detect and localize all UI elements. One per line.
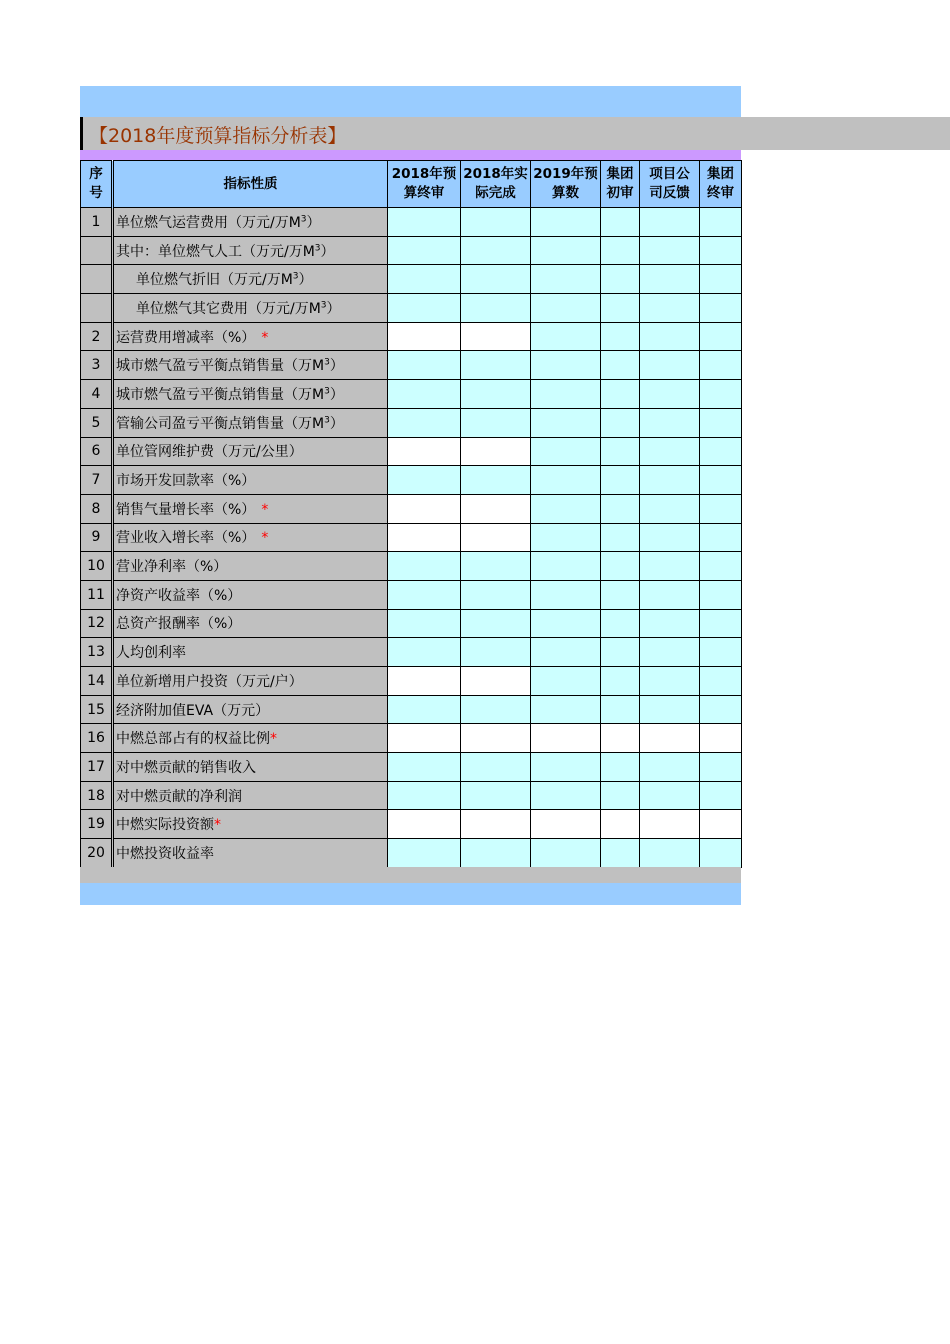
value-cell[interactable] <box>601 351 640 380</box>
value-cell[interactable] <box>531 437 601 466</box>
unit-close: ） <box>329 415 344 432</box>
bottom-band <box>80 867 741 905</box>
table-row <box>81 667 742 696</box>
row-seq: 3 <box>81 351 113 380</box>
value-cell[interactable] <box>700 494 742 523</box>
row-seq: 15 <box>81 695 113 724</box>
value-cell[interactable] <box>601 753 640 782</box>
value-cell[interactable] <box>640 523 700 552</box>
indicator-label: 总资产报酬率（%） <box>116 616 242 633</box>
value-cell[interactable] <box>531 638 601 667</box>
value-cell[interactable] <box>388 523 461 552</box>
value-cell[interactable] <box>531 781 601 810</box>
required-marker: * <box>261 329 269 346</box>
value-cell[interactable] <box>601 810 640 839</box>
row-seq <box>81 236 113 265</box>
value-cell[interactable] <box>700 753 742 782</box>
table-row <box>81 724 742 753</box>
indicator-label: 中燃投资收益率 <box>116 845 214 862</box>
value-cell[interactable] <box>601 322 640 351</box>
row-indicator-name <box>113 552 388 581</box>
value-cell[interactable] <box>700 552 742 581</box>
indicator-label: 单位燃气运营费用（万元/万M <box>116 214 301 231</box>
value-cell[interactable] <box>700 667 742 696</box>
value-cell[interactable] <box>461 667 531 696</box>
table-row <box>81 781 742 810</box>
row-indicator-name <box>113 724 388 753</box>
sheet-title: 【2018年度预算指标分析表】 <box>89 125 347 147</box>
unit-close: ） <box>320 243 335 260</box>
value-cell[interactable] <box>461 810 531 839</box>
value-cell[interactable] <box>601 695 640 724</box>
header-2018-budget-final: 2018年预 算终审 <box>388 161 461 208</box>
value-cell[interactable] <box>601 408 640 437</box>
value-cell[interactable] <box>640 580 700 609</box>
value-cell[interactable] <box>700 839 742 868</box>
value-cell[interactable] <box>531 294 601 323</box>
value-cell[interactable] <box>388 609 461 638</box>
value-cell[interactable] <box>640 380 700 409</box>
value-cell[interactable] <box>388 638 461 667</box>
value-cell[interactable] <box>640 322 700 351</box>
required-marker: * <box>214 817 221 834</box>
value-cell[interactable] <box>640 753 700 782</box>
table-row <box>81 208 742 237</box>
header-row <box>81 161 742 208</box>
value-cell[interactable] <box>531 667 601 696</box>
value-cell[interactable] <box>640 724 700 753</box>
value-cell[interactable] <box>388 552 461 581</box>
value-cell[interactable] <box>700 695 742 724</box>
value-cell[interactable] <box>601 466 640 495</box>
value-cell[interactable] <box>601 552 640 581</box>
value-cell[interactable] <box>388 466 461 495</box>
value-cell[interactable] <box>461 294 531 323</box>
unit-superscript: 3 <box>320 300 327 311</box>
indicator-label: 人均创利率 <box>116 645 186 662</box>
header-group-final-review: 集团 终审 <box>700 161 742 208</box>
row-seq: 4 <box>81 380 113 409</box>
value-cell[interactable] <box>388 781 461 810</box>
value-cell[interactable] <box>531 265 601 294</box>
value-cell[interactable] <box>531 494 601 523</box>
value-cell[interactable] <box>700 408 742 437</box>
indicator-label: 单位燃气折旧（万元/万M <box>136 272 293 289</box>
value-cell[interactable] <box>640 265 700 294</box>
value-cell[interactable] <box>601 437 640 466</box>
row-indicator-name <box>113 667 388 696</box>
value-cell[interactable] <box>640 810 700 839</box>
value-cell[interactable] <box>601 724 640 753</box>
row-seq: 7 <box>81 466 113 495</box>
row-seq: 9 <box>81 523 113 552</box>
value-cell[interactable] <box>601 380 640 409</box>
value-cell[interactable] <box>700 236 742 265</box>
row-indicator-name <box>113 609 388 638</box>
value-cell[interactable] <box>388 236 461 265</box>
table-row <box>81 609 742 638</box>
indicator-label: 管输公司盈亏平衡点销售量（万M <box>116 415 325 432</box>
value-cell[interactable] <box>461 523 531 552</box>
indicator-label: 城市燃气盈亏平衡点销售量（万M <box>116 358 325 375</box>
row-seq: 18 <box>81 781 113 810</box>
value-cell[interactable] <box>601 523 640 552</box>
row-seq: 10 <box>81 552 113 581</box>
value-cell[interactable] <box>461 552 531 581</box>
header-seq: 序 号 <box>81 161 113 208</box>
unit-superscript: 3 <box>300 214 307 225</box>
row-indicator-name <box>113 351 388 380</box>
row-indicator-name <box>113 580 388 609</box>
table-row <box>81 351 742 380</box>
indicator-label: 销售气量增长率（%） <box>116 501 256 518</box>
unit-superscript: 3 <box>314 242 321 253</box>
value-cell[interactable] <box>700 294 742 323</box>
row-indicator-name <box>113 437 388 466</box>
table-row <box>81 322 742 351</box>
indicator-label: 市场开发回款率（%） <box>116 473 256 490</box>
value-cell[interactable] <box>461 265 531 294</box>
indicator-label: 净资产收益率（%） <box>116 587 242 604</box>
value-cell[interactable] <box>388 408 461 437</box>
value-cell[interactable] <box>531 552 601 581</box>
value-cell[interactable] <box>461 839 531 868</box>
value-cell[interactable] <box>601 236 640 265</box>
indicator-label: 运营费用增减率（%） <box>116 329 256 346</box>
row-indicator-name <box>113 380 388 409</box>
table-row <box>81 466 742 495</box>
value-cell[interactable] <box>640 208 700 237</box>
value-cell[interactable] <box>388 494 461 523</box>
value-cell[interactable] <box>461 466 531 495</box>
value-cell[interactable] <box>700 724 742 753</box>
row-indicator-name <box>113 322 388 351</box>
required-marker: * <box>261 530 269 547</box>
value-cell[interactable] <box>531 380 601 409</box>
table-row <box>81 810 742 839</box>
value-cell[interactable] <box>601 667 640 696</box>
unit-close: ） <box>329 386 344 403</box>
value-cell[interactable] <box>700 781 742 810</box>
row-indicator-name <box>113 294 388 323</box>
row-indicator-name <box>113 408 388 437</box>
unit-close: ） <box>298 272 313 289</box>
value-cell[interactable] <box>461 208 531 237</box>
row-seq <box>81 294 113 323</box>
value-cell[interactable] <box>531 724 601 753</box>
purple-divider <box>80 150 741 160</box>
value-cell[interactable] <box>640 695 700 724</box>
header-2019-budget: 2019年预 算数 <box>531 161 601 208</box>
unit-superscript: 3 <box>324 357 330 368</box>
unit-close: ） <box>326 300 341 317</box>
indicator-label: 单位新增用户投资（万元/户） <box>116 673 303 690</box>
value-cell[interactable] <box>601 208 640 237</box>
value-cell[interactable] <box>388 839 461 868</box>
value-cell[interactable] <box>640 609 700 638</box>
value-cell[interactable] <box>531 695 601 724</box>
value-cell[interactable] <box>531 810 601 839</box>
row-seq: 14 <box>81 667 113 696</box>
value-cell[interactable] <box>461 408 531 437</box>
value-cell[interactable] <box>601 294 640 323</box>
row-indicator-name <box>113 810 388 839</box>
table-row <box>81 638 742 667</box>
row-seq: 8 <box>81 494 113 523</box>
table-row <box>81 695 742 724</box>
value-cell[interactable] <box>640 351 700 380</box>
header-group-initial-review: 集团 初审 <box>601 161 640 208</box>
row-indicator-name <box>113 236 388 265</box>
row-seq: 12 <box>81 609 113 638</box>
value-cell[interactable] <box>461 236 531 265</box>
value-cell[interactable] <box>531 523 601 552</box>
row-indicator-name <box>113 208 388 237</box>
value-cell[interactable] <box>601 781 640 810</box>
indicator-label: 经济附加值EVA（万元） <box>116 702 270 719</box>
header-name: 指标性质 <box>113 161 388 208</box>
row-indicator-name <box>113 695 388 724</box>
indicator-label: 对中燃贡献的净利润 <box>116 788 242 805</box>
value-cell[interactable] <box>640 294 700 323</box>
budget-indicator-table <box>80 160 742 868</box>
value-cell[interactable] <box>388 294 461 323</box>
indicator-label: 中燃实际投资额 <box>116 817 214 834</box>
value-cell[interactable] <box>700 437 742 466</box>
value-cell[interactable] <box>531 408 601 437</box>
header-project-feedback: 项目公 司反馈 <box>640 161 700 208</box>
value-cell[interactable] <box>531 466 601 495</box>
value-cell[interactable] <box>388 380 461 409</box>
value-cell[interactable] <box>700 466 742 495</box>
row-seq: 20 <box>81 839 113 868</box>
value-cell[interactable] <box>388 208 461 237</box>
value-cell[interactable] <box>640 552 700 581</box>
value-cell[interactable] <box>531 753 601 782</box>
row-seq: 13 <box>81 638 113 667</box>
value-cell[interactable] <box>700 609 742 638</box>
indicator-label: 其中：单位燃气人工（万元/万M <box>116 243 315 260</box>
table-row <box>81 265 742 294</box>
table-row <box>81 494 742 523</box>
table-row <box>81 236 742 265</box>
value-cell[interactable] <box>388 724 461 753</box>
value-cell[interactable] <box>461 351 531 380</box>
indicator-label: 中燃总部占有的权益比例 <box>116 731 270 748</box>
value-cell[interactable] <box>388 265 461 294</box>
indicator-label: 营业收入增长率（%） <box>116 530 256 547</box>
value-cell[interactable] <box>388 322 461 351</box>
value-cell[interactable] <box>640 494 700 523</box>
value-cell[interactable] <box>700 580 742 609</box>
table-row <box>81 380 742 409</box>
value-cell[interactable] <box>700 351 742 380</box>
row-seq: 19 <box>81 810 113 839</box>
indicator-label: 单位燃气其它费用（万元/万M <box>136 300 321 317</box>
value-cell[interactable] <box>531 580 601 609</box>
value-cell[interactable] <box>388 753 461 782</box>
value-cell[interactable] <box>461 380 531 409</box>
value-cell[interactable] <box>461 494 531 523</box>
table-row <box>81 839 742 868</box>
row-indicator-name <box>113 753 388 782</box>
value-cell[interactable] <box>461 638 531 667</box>
value-cell[interactable] <box>601 265 640 294</box>
value-cell[interactable] <box>388 580 461 609</box>
value-cell[interactable] <box>531 322 601 351</box>
row-indicator-name <box>113 523 388 552</box>
value-cell[interactable] <box>640 437 700 466</box>
value-cell[interactable] <box>388 667 461 696</box>
row-indicator-name <box>113 466 388 495</box>
row-indicator-name <box>113 638 388 667</box>
unit-close: ） <box>306 214 321 231</box>
value-cell[interactable] <box>640 466 700 495</box>
indicator-label: 城市燃气盈亏平衡点销售量（万M <box>116 386 325 403</box>
value-cell[interactable] <box>700 523 742 552</box>
table-row <box>81 753 742 782</box>
value-cell[interactable] <box>461 724 531 753</box>
value-cell[interactable] <box>531 208 601 237</box>
unit-superscript: 3 <box>324 415 330 425</box>
value-cell[interactable] <box>700 638 742 667</box>
value-cell[interactable] <box>700 322 742 351</box>
value-cell[interactable] <box>461 322 531 351</box>
row-seq <box>81 265 113 294</box>
row-indicator-name <box>113 494 388 523</box>
value-cell[interactable] <box>531 839 601 868</box>
title-bar <box>80 117 950 150</box>
value-cell[interactable] <box>461 580 531 609</box>
table-row <box>81 437 742 466</box>
table-row <box>81 408 742 437</box>
value-cell[interactable] <box>700 208 742 237</box>
unit-close: ） <box>329 358 344 375</box>
unit-superscript: 3 <box>292 271 299 282</box>
value-cell[interactable] <box>461 609 531 638</box>
value-cell[interactable] <box>640 667 700 696</box>
value-cell[interactable] <box>640 638 700 667</box>
row-indicator-name <box>113 781 388 810</box>
value-cell[interactable] <box>388 695 461 724</box>
value-cell[interactable] <box>461 753 531 782</box>
value-cell[interactable] <box>531 609 601 638</box>
row-seq: 17 <box>81 753 113 782</box>
value-cell[interactable] <box>640 781 700 810</box>
row-indicator-name <box>113 265 388 294</box>
table-row <box>81 552 742 581</box>
row-seq: 5 <box>81 408 113 437</box>
value-cell[interactable] <box>640 408 700 437</box>
value-cell[interactable] <box>388 810 461 839</box>
value-cell[interactable] <box>700 265 742 294</box>
indicator-label: 单位管网维护费（万元/公里） <box>116 444 303 461</box>
value-cell[interactable] <box>640 839 700 868</box>
row-seq: 11 <box>81 580 113 609</box>
indicator-label: 营业净利率（%） <box>116 559 228 576</box>
value-cell[interactable] <box>601 580 640 609</box>
row-seq: 1 <box>81 208 113 237</box>
value-cell[interactable] <box>388 351 461 380</box>
value-cell[interactable] <box>461 437 531 466</box>
table-row <box>81 523 742 552</box>
row-seq: 2 <box>81 322 113 351</box>
value-cell[interactable] <box>388 437 461 466</box>
value-cell[interactable] <box>700 810 742 839</box>
table-row <box>81 580 742 609</box>
value-cell[interactable] <box>700 380 742 409</box>
value-cell[interactable] <box>531 236 601 265</box>
value-cell[interactable] <box>461 695 531 724</box>
row-seq: 6 <box>81 437 113 466</box>
value-cell[interactable] <box>601 638 640 667</box>
indicator-label: 对中燃贡献的销售收入 <box>116 759 256 776</box>
value-cell[interactable] <box>640 236 700 265</box>
value-cell[interactable] <box>601 839 640 868</box>
required-marker: * <box>270 731 277 748</box>
header-2018-actual: 2018年实 际完成 <box>461 161 531 208</box>
row-seq: 16 <box>81 724 113 753</box>
top-blue-band <box>80 86 741 117</box>
required-marker: * <box>261 501 269 518</box>
value-cell[interactable] <box>601 609 640 638</box>
table-row <box>81 294 742 323</box>
value-cell[interactable] <box>531 351 601 380</box>
value-cell[interactable] <box>601 494 640 523</box>
unit-superscript: 3 <box>324 386 330 397</box>
value-cell[interactable] <box>461 781 531 810</box>
row-indicator-name <box>113 839 388 868</box>
